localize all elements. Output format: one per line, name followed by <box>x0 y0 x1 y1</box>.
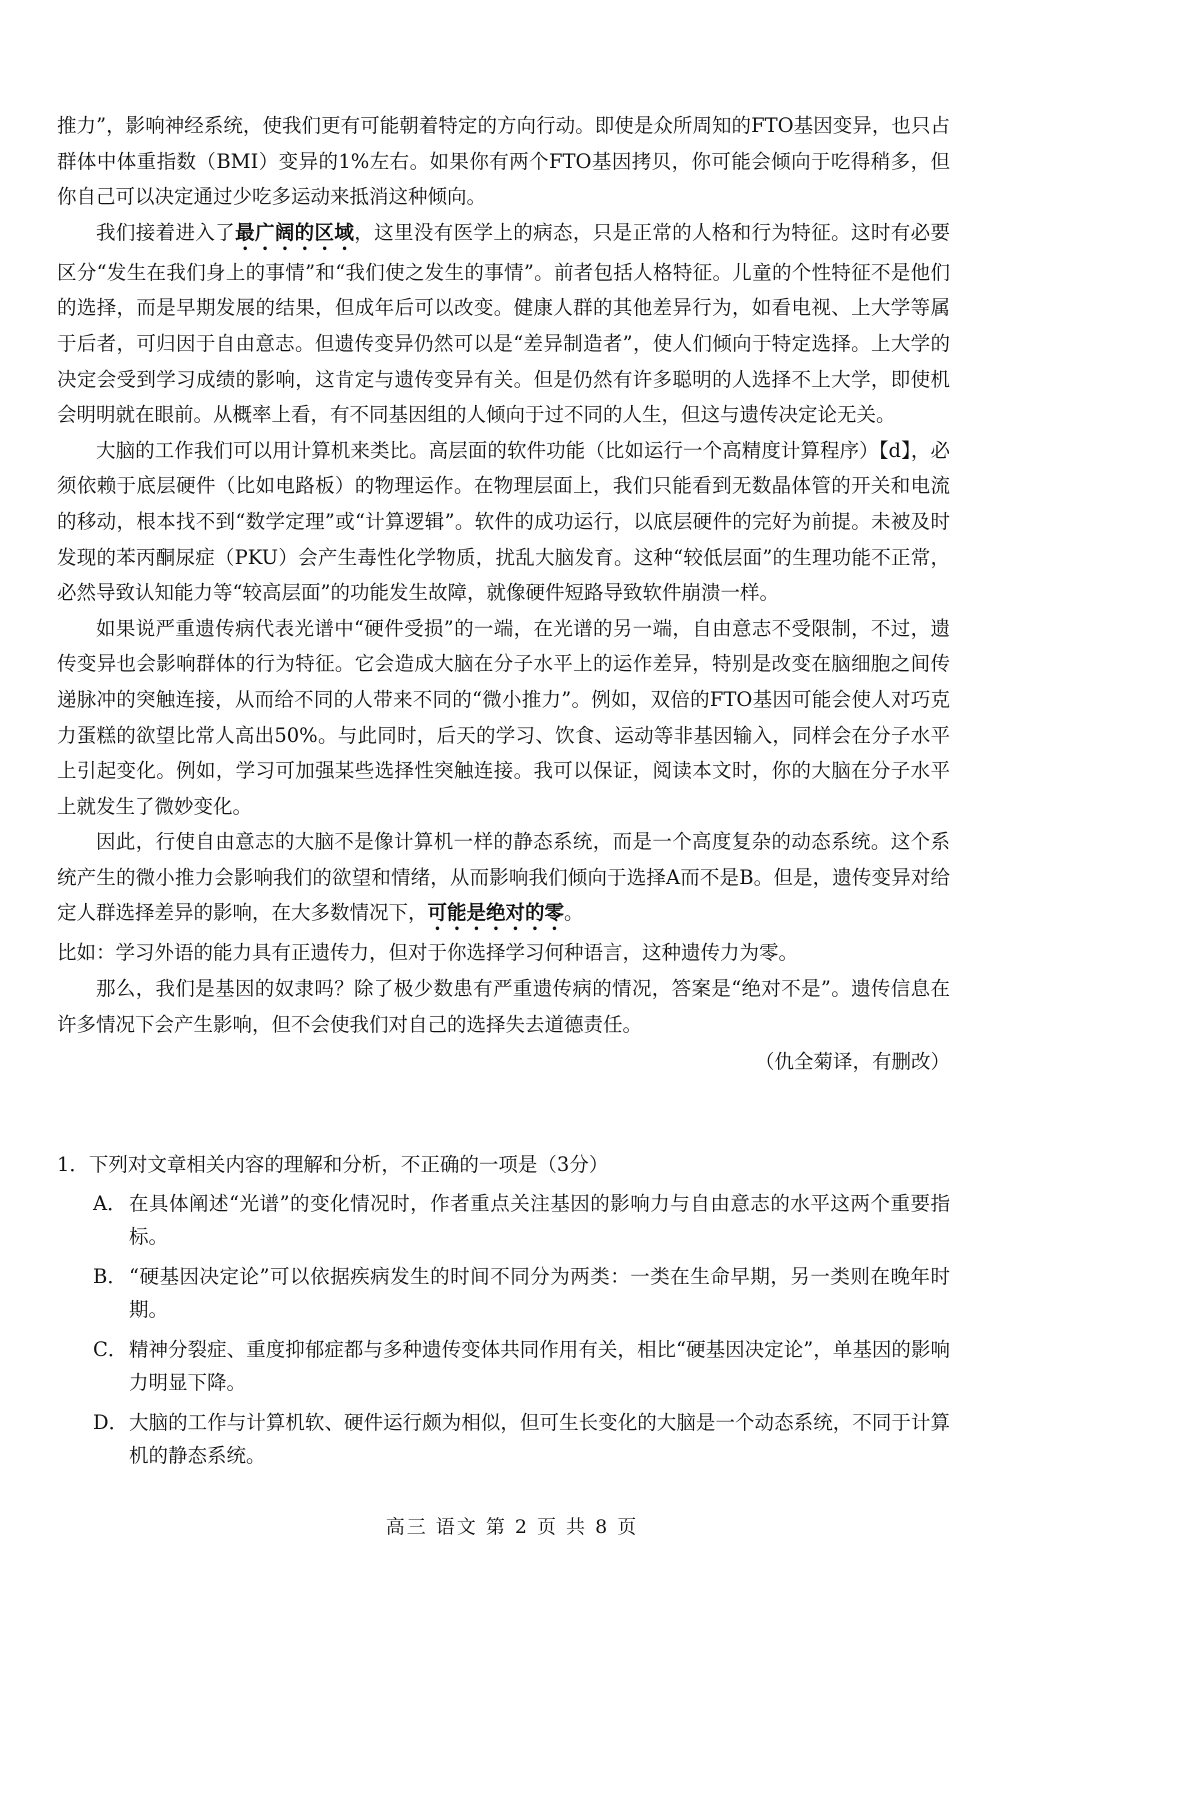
passage-paragraph-6: 比如：学习外语的能力具有正遗传力，但对于你选择学习何种语言，这种遗传力为零。 <box>57 941 799 965</box>
option-text: 大脑的工作与计算机软、硬件运行颇为相似，但可生长变化的大脑是一个动态系统，不同于计算机的静态系统。 <box>129 1411 950 1467</box>
option-d <box>93 1406 950 1472</box>
option-letter: C． <box>93 1338 128 1361</box>
emphasized-phrase: 最广阔的区域 <box>235 220 355 244</box>
paragraph-text: 因此，行使自由意志的大脑不是像计算机一样的静态系统，而是一个高度复杂的动态系统。这个系统产生的微小推力会影响我们的欲望和情绪，从而影响我们倾向于选择A而不是B。但是，遗传变异对给定人群选择差异的影响，在大多数情况下， <box>57 830 950 925</box>
emphasized-phrase: 可能是绝对的零 <box>427 901 565 925</box>
paragraph-text: ，这里没有医学上的病态，只是正常的人格和行为特征。这时有必要区分“发生在我们身上的事情”和“我们使之发生的事情”。前者包括人格特征。儿童的个性特征不是他们的选择，而是早期发展的结果，但成年后可以改变。健康人群的其他差异行为，如看电视、上大学等属于后者，可归因于自由意志。但遗传变异仍然可以是“差异制造者”，使人们倾向于特定选择。上大学的决定会受到学习成绩的影响，这肯定与遗传变异有关。但是仍然有许多聪明的人选择不上大学，即使机会明明就在眼前。从概率上看，有不同基因组的人倾向于过不同的人生，但这与遗传决定论无关。 <box>57 220 950 427</box>
paragraph-text: 。 <box>564 901 584 925</box>
option-a <box>93 1187 950 1253</box>
option-c <box>93 1333 950 1399</box>
option-text: “硬基因决定论”可以依据疾病发生的时间不同分为两类：一类在生命早期，另一类则在晚年时期。 <box>129 1265 950 1321</box>
passage-paragraph-5 <box>57 824 950 935</box>
option-b <box>93 1260 950 1326</box>
option-letter: B． <box>93 1265 127 1288</box>
passage-paragraph-4: 如果说严重遗传病代表光谱中“硬件受损”的一端，在光谱的另一端，自由意志不受限制，不过，遗传变异也会影响群体的行为特征。它会造成大脑在分子水平上的运作差异，特别是改变在脑细胞之间传递脉冲的突触连接，从而给不同的人带来不同的“微小推力”。例如，双倍的FTO基因可能会使人对巧克力蛋糕的欲望比常人高出50%。与此同时，后天的学习、饮食、运动等非基因输入，同样会在分子水平上引起变化。例如，学习可加强某些选择性突触连接。我可以保证，阅读本文时，你的大脑在分子水平上就发生了微妙变化。 <box>57 616 950 818</box>
paragraph-text: 我们接着进入了 <box>96 220 236 244</box>
reading-passage <box>57 108 950 1080</box>
passage-paragraph-7: 那么，我们是基因的奴隶吗？除了极少数患有严重遗传病的情况，答案是“绝对不是”。遗传信息在许多情况下会产生影响，但不会使我们对自己的选择失去道德责任。 <box>57 977 950 1036</box>
passage-paragraph-2 <box>57 215 950 433</box>
passage-source: （仇全菊译，有删改） <box>754 1050 950 1074</box>
option-letter: A． <box>93 1192 127 1215</box>
option-text: 精神分裂症、重度抑郁症都与多种遗传变体共同作用有关，相比“硬基因决定论”，单基因的影响力明显下降。 <box>129 1338 950 1394</box>
passage-paragraph-1: 推力”，影响神经系统，使我们更有可能朝着特定的方向行动。即使是众所周知的FTO基因变异，也只占群体中体重指数（BMI）变异的1%左右。如果你有两个FTO基因拷贝，你可能会倾向于吃得稍多，但你自己可以决定通过少吃多运动来抵消这种倾向。 <box>57 114 950 209</box>
question-1 <box>57 1148 950 1479</box>
page-footer: 高三 语文 第 2 页 共 8 页 <box>385 1516 639 1538</box>
question-stem: 1．下列对文章相关内容的理解和分析，不正确的一项是（3分） <box>57 1153 609 1176</box>
option-text: 在具体阐述“光谱”的变化情况时，作者重点关注基因的影响力与自由意志的水平这两个重要指标。 <box>129 1192 950 1248</box>
option-letter: D． <box>93 1411 129 1434</box>
passage-paragraph-3: 大脑的工作我们可以用计算机来类比。高层面的软件功能（比如运行一个高精度计算程序）【d】，必须依赖于底层硬件（比如电路板）的物理运作。在物理层面上，我们只能看到无数晶体管的开关和电流的移动，根本找不到“数学定理”或“计算逻辑”。软件的成功运行，以底层硬件的完好为前提。未被及时发现的苯丙酮尿症（PKU）会产生毒性化学物质，扰乱大脑发育。这种“较低层面”的生理功能不正常，必然导致认知能力等“较高层面”的功能发生故障，就像硬件短路导致软件崩溃一样。 <box>57 438 950 605</box>
